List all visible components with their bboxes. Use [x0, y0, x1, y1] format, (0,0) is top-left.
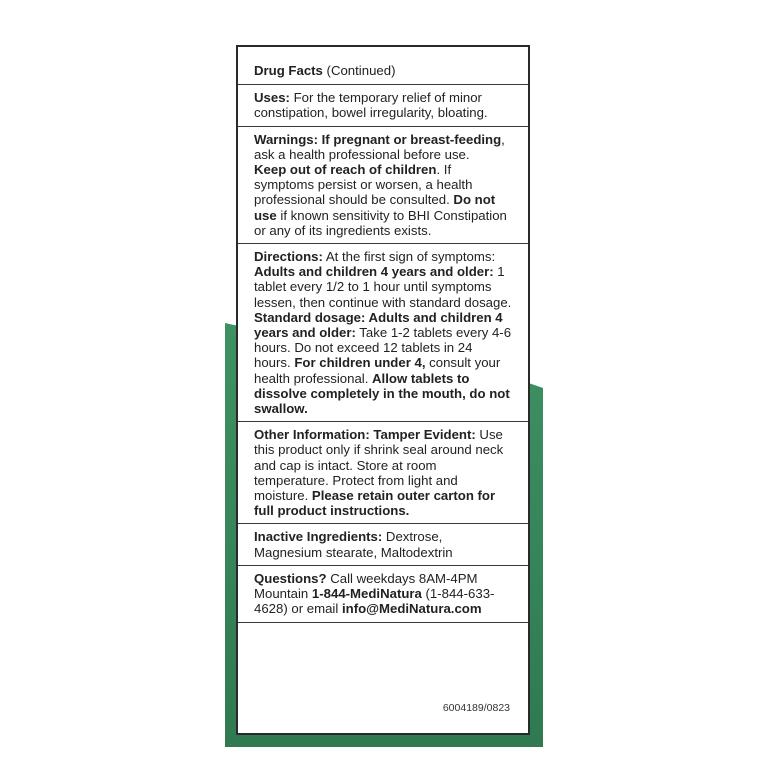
questions-section — [238, 566, 528, 623]
drug-facts-title — [238, 47, 528, 85]
other-text-1: Use this product only if shrink seal around neck and cap is intact. Store at room temperature. Protect from light and moisture. — [254, 427, 504, 504]
warnings-do-not-use: Do not use — [254, 192, 496, 223]
warnings-text-2: . If symptoms persist or worsen, a health professional should be consulted. — [254, 162, 473, 208]
other-retain-carton: Please retain outer carton for full product instructions. — [254, 488, 496, 519]
questions-email: info@MediNatura.com — [341, 601, 482, 617]
warnings-section — [238, 127, 528, 244]
directions-text-2: 1 tablet every 1/2 to 1 hour until symptoms lessen, then continue with standard dosage. — [254, 264, 512, 310]
title-bold: Drug Facts — [254, 63, 323, 78]
warnings-text-1: , ask a health professional before use. — [254, 131, 505, 162]
uses-section — [238, 85, 528, 126]
questions-label: Questions? — [254, 570, 327, 586]
directions-text-3: Take 1-2 tablets every 4-6 hours. Do not exceed 12 tablets in 24 hours. — [254, 325, 512, 371]
drug-facts-panel — [236, 45, 530, 735]
directions-children-under-4: For children under 4, — [294, 355, 426, 371]
other-information-section — [238, 422, 528, 524]
directions-section — [238, 244, 528, 422]
uses-label: Uses: — [254, 90, 290, 106]
inactive-text: Dextrose, Magnesium stearate, Maltodextrin — [254, 529, 453, 560]
inactive-ingredients-section — [238, 524, 528, 565]
lot-code: 6004189/0823 — [442, 702, 510, 714]
questions-text-1: Call weekdays 8AM-4PM Mountain — [254, 570, 478, 602]
directions-label: Directions: — [254, 249, 323, 265]
product-carton — [225, 23, 543, 747]
questions-text-2: (1-844-633-4628) or email — [254, 586, 495, 617]
warnings-label: Warnings: If pregnant or breast-feeding — [254, 131, 502, 147]
other-label: Other Information: Tamper Evident: — [254, 427, 476, 443]
directions-text-4: consult your health professional. — [254, 355, 501, 386]
directions-adults: Adults and children 4 years and older: — [254, 264, 494, 280]
title-rest: (Continued) — [322, 63, 396, 78]
directions-dissolve: Allow tablets to dissolve completely in the mouth, do not swallow. — [254, 370, 510, 417]
directions-standard-dosage: Standard dosage: Adults and children 4 years and older: — [254, 309, 503, 341]
inactive-label: Inactive Ingredients: — [254, 529, 383, 545]
warnings-children: Keep out of reach of children — [254, 162, 437, 178]
warnings-text-3: if known sensitivity to BHI Constipation or any of its ingredients exists. — [254, 207, 507, 238]
uses-text: For the temporary relief of minor constipation, bowel irregularity, bloating. — [254, 90, 488, 121]
questions-phone: 1-844-MediNatura — [311, 586, 422, 602]
directions-text-1: At the first sign of symptoms: — [322, 249, 496, 265]
